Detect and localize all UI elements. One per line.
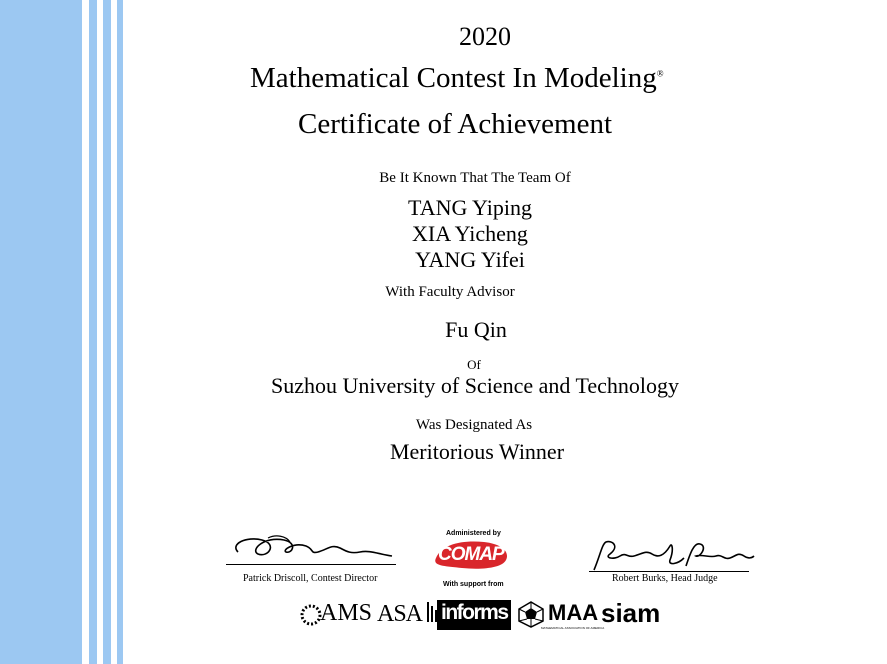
judge-caption: Robert Burks, Head Judge [612, 573, 718, 584]
stripe-narrow-3 [117, 0, 123, 664]
comap-logo-text: COMAP [438, 544, 504, 565]
asa-logo-text: ASA [377, 601, 423, 627]
designation-value: Meritorious Winner [389, 439, 565, 464]
certificate-subtitle: Certificate of Achievement [298, 108, 613, 140]
support-text: With support from [443, 581, 504, 588]
year: 2020 [459, 22, 511, 51]
maa-logo [517, 600, 605, 632]
comap-logo [432, 538, 512, 572]
advisor-label: With Faculty Advisor [385, 284, 515, 300]
stripe-narrow-2 [103, 0, 111, 664]
asa-logo [377, 600, 438, 628]
decorative-stripes [0, 0, 125, 664]
team-member: TANG Yiping [408, 195, 532, 220]
judge-signature-line [589, 571, 749, 572]
registered-mark: ® [656, 68, 664, 79]
contest-title-text: Mathematical Contest In Modeling [250, 62, 657, 94]
ams-emblem-icon [300, 600, 322, 630]
maa-polyhedron-icon [517, 600, 545, 628]
of-label: Of [467, 357, 481, 372]
siam-logo-text: siam [601, 598, 661, 628]
contest-title [250, 62, 710, 95]
maa-logo-text: MAA [548, 600, 599, 625]
director-caption: Patrick Driscoll, Contest Director [243, 573, 378, 584]
team-member: XIA Yicheng [412, 221, 528, 246]
designation-label: Was Designated As [415, 417, 533, 433]
informs-logo [437, 600, 511, 630]
informs-logo-text: informs [441, 601, 508, 624]
team-member: YANG Yifei [415, 247, 525, 272]
stripe-narrow-1 [89, 0, 97, 664]
ams-logo-text: AMS [320, 600, 373, 626]
advisor-name: Fu Qin [445, 317, 507, 342]
siam-logo [601, 598, 660, 629]
intro-text: Be It Known That The Team Of [379, 170, 571, 186]
director-signature-line [226, 564, 396, 565]
maa-logo-subtext: MATHEMATICAL ASSOCIATION OF AMERICA [541, 626, 605, 630]
stripe-wide [0, 0, 82, 664]
institution-name: Suzhou University of Science and Technology [270, 373, 680, 398]
administered-by-text: Administered by [446, 530, 501, 537]
